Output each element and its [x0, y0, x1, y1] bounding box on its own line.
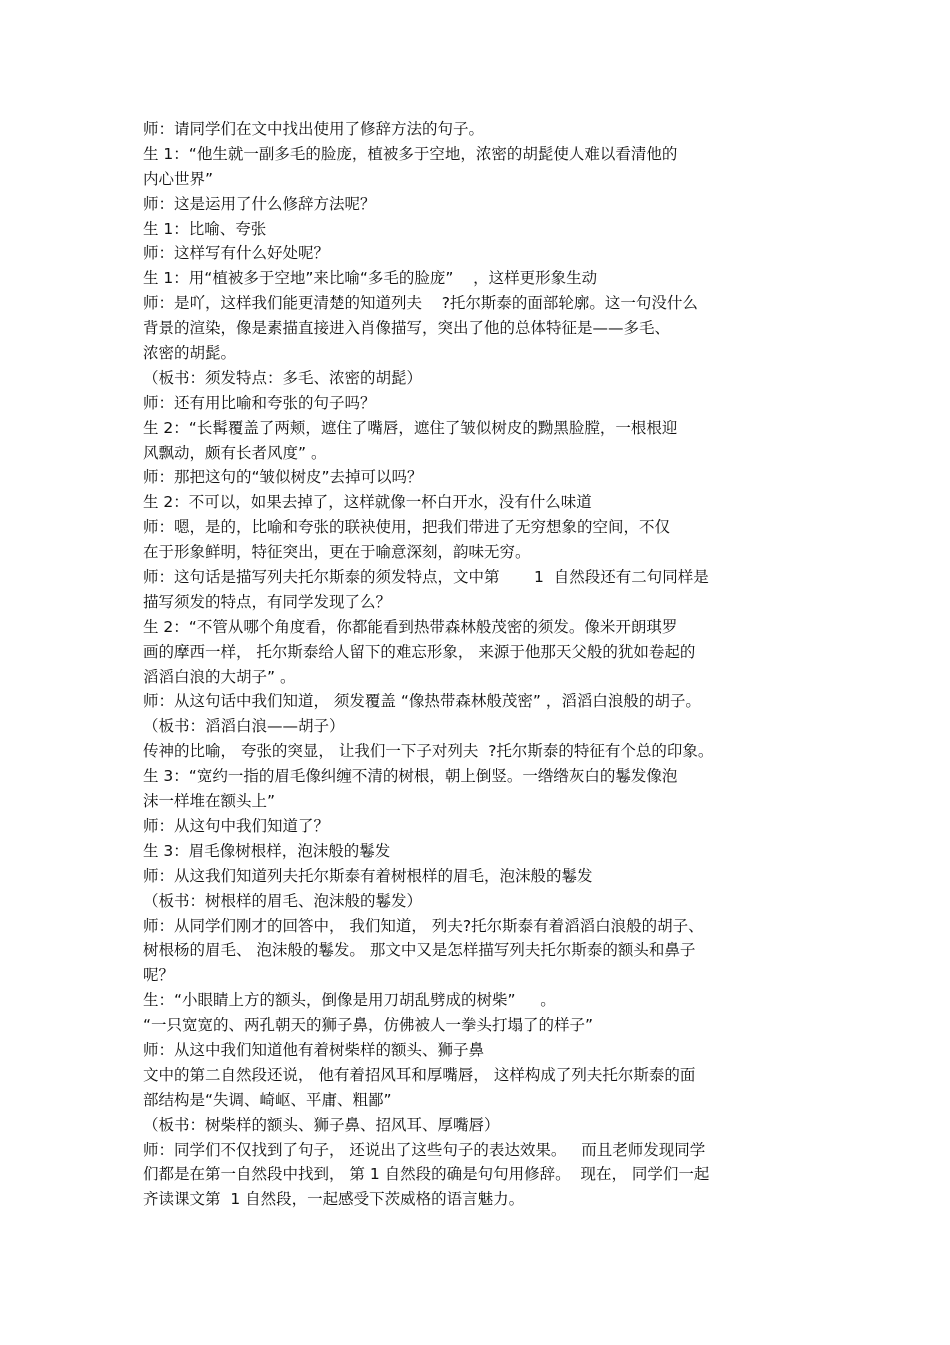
text-line: 部结构是“失调、崎岖、平庸、粗鄙”: [143, 1090, 392, 1109]
text-line: 画的摩西一样， 托尔斯泰给人留下的难忘形象， 来源于他那天父般的犹如卷起的: [143, 642, 696, 661]
text-line: （板书：须发特点：多毛、浓密的胡髭）: [143, 368, 423, 387]
text-line: 沫一样堆在额头上”: [143, 792, 276, 811]
text-line: 生：“小眼睛上方的额头，倒像是用刀胡乱劈成的树柴” 。: [143, 991, 556, 1010]
text-line: 齐读课文第 1 自然段，一起感受下茨威格的语言魅力。: [143, 1190, 525, 1209]
text-line: 生 3：眉毛像树根样，泡沫般的鬈发: [143, 841, 391, 860]
text-line: 生 3：“宽约一指的眉毛像纠缠不清的树根，朝上倒竖。一绺绺灰白的鬈发像泡: [143, 767, 678, 786]
text-line: 师：从这句话中我们知道， 须发覆盖 “像热带森林般茂密” ，滔滔白浪般的胡子。: [143, 692, 701, 711]
text-line: 师：从这我们知道列夫托尔斯泰有着树根样的眉毛，泡沫般的鬈发: [143, 866, 593, 885]
text-line: 师：那把这句的“皱似树皮”去掉可以吗？: [143, 468, 423, 487]
text-line: 生 1：“他生就一副多毛的脸庞，植被多于空地，浓密的胡髭使人难以看清他的: [143, 144, 678, 163]
text-line: 师：还有用比喻和夸张的句子吗？: [143, 393, 376, 412]
text-line: 师：这样写有什么好处呢？: [143, 244, 330, 263]
text-line: （板书：树柴样的额头、狮子鼻、招风耳、厚嘴唇）: [143, 1115, 500, 1134]
text-line: 呢？: [143, 966, 175, 985]
text-line: 们都是在第一自然段中找到， 第 1 自然段的确是句句用修辞。 现在， 同学们一起: [143, 1165, 710, 1184]
text-line: 传神的比喻， 夸张的突显， 让我们一下子对列夫 ?托尔斯泰的特征有个总的印象。: [143, 742, 714, 761]
text-line: 在于形象鲜明，特征突出，更在于喻意深刻，韵味无穷。: [143, 543, 531, 562]
text-line: 树根杨的眉毛、 泡沫般的鬈发。 那文中又是怎样描写列夫托尔斯泰的额头和鼻子: [143, 941, 696, 960]
text-line: 风飘动，颇有长者风度” 。: [143, 443, 327, 462]
text-line: 内心世界”: [143, 169, 214, 188]
text-line: 师：是吖，这样我们能更清楚的知道列夫 ?托尔斯泰的面部轮廓。这一句没什么: [143, 294, 698, 313]
text-line: （板书：滔滔白浪——胡子）: [143, 717, 345, 736]
text-line: 师：这句话是描写列夫托尔斯泰的须发特点，文中第 1 自然段还有二句同样是: [143, 568, 709, 587]
text-line: 文中的第二自然段还说， 他有着招风耳和厚嘴唇， 这样构成了列夫托尔斯泰的面: [143, 1065, 696, 1084]
text-line: “一只宽宽的、两孔朝天的狮子鼻，仿佛被人一拳头打塌了的样子”: [143, 1016, 594, 1035]
text-line: 师：嗯，是的，比喻和夸张的联袂使用，把我们带进了无穷想象的空间，不仅: [143, 518, 671, 537]
text-line: （板书：树根样的眉毛、泡沫般的鬈发）: [143, 891, 423, 910]
text-line: 师：同学们不仅找到了句子， 还说出了这些句子的表达效果。 而且老师发现同学: [143, 1140, 706, 1159]
text-line: 师：这是运用了什么修辞方法呢？: [143, 194, 376, 213]
text-line: 师：从同学们刚才的回答中， 我们知道， 列夫?托尔斯泰有着滔滔白浪般的胡子、: [143, 916, 704, 935]
text-line: 描写须发的特点，有同学发现了么？: [143, 592, 392, 611]
text-line: 师：请同学们在文中找出使用了修辞方法的句子。: [143, 120, 485, 138]
text-line: 师：从这中我们知道他有着树柴样的额头、狮子鼻: [143, 1040, 485, 1059]
text-line: 师：从这句中我们知道了？: [143, 816, 330, 835]
text-line: 生 2：不可以，如果去掉了，这样就像一杯白开水，没有什么味道: [143, 493, 592, 512]
text-line: 生 1：比喻、夸张: [143, 219, 267, 238]
text-line: 浓密的胡髭。: [143, 344, 237, 363]
text-line: 生 2：“不管从哪个角度看，你都能看到热带森林般茂密的须发。像米开朗琪罗: [143, 617, 678, 636]
text-line: 生 2：“长髯覆盖了两颊，遮住了嘴唇，遮住了皱似树皮的黝黑脸膛，一根根迎: [143, 418, 678, 437]
document-body: [143, 117, 813, 1212]
text-line: 背景的渲染，像是素描直接进入肖像描写，突出了他的总体特征是——多毛、: [143, 319, 671, 338]
text-line: 生 1：用“植被多于空地”来比喻“多毛的脸庞” ，这样更形象生动: [143, 269, 598, 288]
text-line: 滔滔白浪的大胡子” 。: [143, 667, 296, 686]
